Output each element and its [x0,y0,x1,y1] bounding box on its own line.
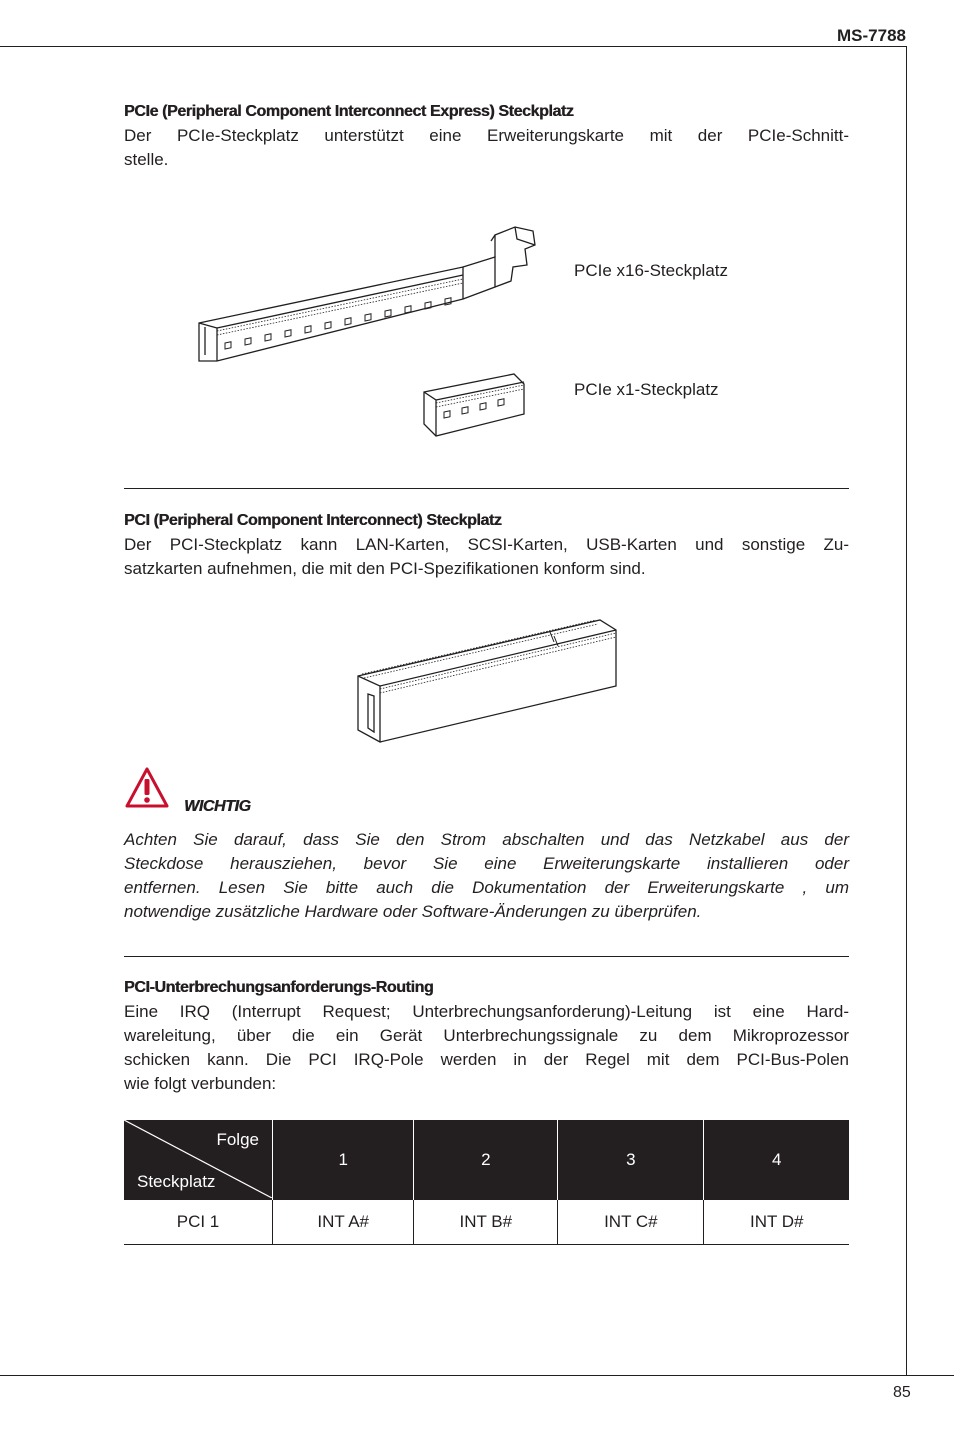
irq-table-column-header: 3 [558,1120,704,1200]
irq-table-corner-bottom: Steckplatz [137,1172,216,1191]
warning-paragraph-line: entfernen. Lesen Sie bitte auch die Dokumentation der Erweiterungskarte , um [124,878,849,897]
irq-table-column-header: 4 [704,1120,849,1200]
pci-slot-illustration [354,616,620,746]
irq-table-wrapper [124,1120,849,1245]
irq-paragraph-line: schicken kann. Die PCI IRQ-Pole werden in der Regel mit dem PCI-Bus-Polen [124,1050,849,1069]
section-divider [124,488,849,489]
irq-table-cell: INT D# [704,1200,849,1245]
irq-paragraph [124,1000,849,1096]
model-number: MS-7788 [837,26,906,45]
pcie-x1-slot-illustration [420,370,530,440]
irq-table-header-row [124,1120,849,1200]
warning-triangle-icon [124,766,170,810]
pcie-paragraph-line: stelle. [124,150,169,169]
irq-table-corner-cell [124,1120,273,1200]
header-rule [0,46,907,47]
side-rule [906,46,907,1376]
pcie-heading: PCIe (Peripheral Component Interconnect Express) Steckplatz [124,103,574,120]
irq-heading: PCI-Unterbrechungsanforderungs-Routing [124,979,434,996]
pci-paragraph-line: Der PCI-Steckplatz kann LAN-Karten, SCSI-Karten, USB-Karten und sonstige Zu- [124,535,849,554]
irq-table-cell: INT C# [558,1200,704,1245]
irq-table-column-header: 2 [414,1120,558,1200]
warning-title: WICHTIG [184,798,251,815]
warning-paragraph [124,828,849,924]
pci-heading: PCI (Peripheral Component Interconnect) Steckplatz [124,512,502,529]
pci-paragraph-line: satzkarten aufnehmen, die mit den PCI-Spezifikationen konform sind. [124,559,646,578]
irq-table-cell: INT B# [414,1200,558,1245]
irq-paragraph-line: wareleitung, über die ein Gerät Unterbrechungssignale zu dem Mikroprozessor [124,1026,849,1045]
pcie-x16-slot-illustration [195,215,555,365]
pcie-x1-label: PCIe x1-Steckplatz [574,380,719,399]
irq-table [124,1120,849,1245]
warning-paragraph-line: Achten Sie darauf, dass Sie den Strom abschalten und das Netzkabel aus der [124,830,849,849]
irq-paragraph-line: wie folgt verbunden: [124,1074,277,1093]
warning-paragraph-line: notwendige zusätzliche Hardware oder Software-Änderungen zu überprüfen. [124,902,702,921]
table-row [124,1200,849,1245]
irq-table-cell: INT A# [273,1200,414,1245]
pcie-paragraph [124,124,849,172]
pcie-paragraph-line: Der PCIe-Steckplatz unterstützt eine Erweiterungskarte mit der PCIe-Schnitt- [124,126,849,145]
warning-paragraph-line: Steckdose herausziehen, bevor Sie eine Erweiterungskarte installieren oder [124,854,849,873]
section-divider [124,956,849,957]
irq-table-corner-top: Folge [216,1130,259,1149]
irq-table-column-header: 1 [273,1120,414,1200]
irq-table-slot-cell: PCI 1 [124,1200,273,1245]
irq-paragraph-line: Eine IRQ (Interrupt Request; Unterbrechungsanforderung)-Leitung ist eine Hard- [124,1002,849,1021]
page-number: 85 [893,1384,911,1401]
pci-paragraph [124,533,849,581]
footer-rule [0,1375,954,1376]
pcie-x16-label: PCIe x16-Steckplatz [574,261,729,280]
